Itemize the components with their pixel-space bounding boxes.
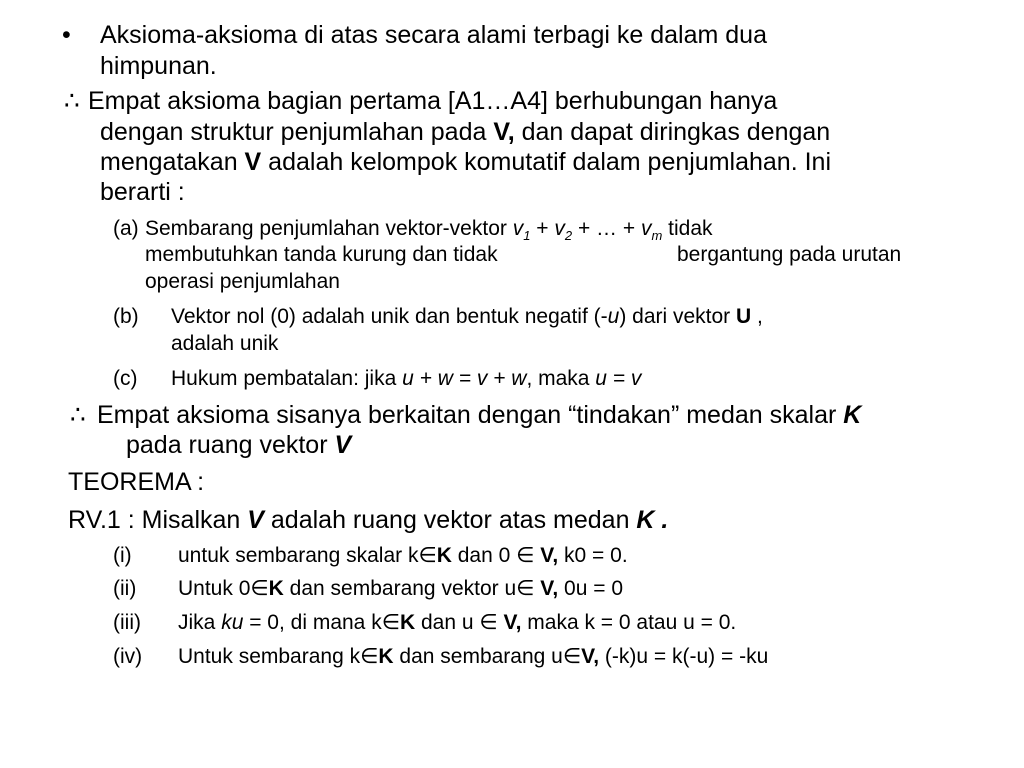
- text: k0 = 0.: [558, 544, 628, 567]
- bullet1-line1: Aksioma-aksioma di atas secara alami terbagi ke dalam dua: [100, 21, 767, 49]
- text: (-k)u = k(-u) = -ku: [599, 645, 769, 668]
- text: adalah kelompok komutatif dalam penjumlahan. Ini: [261, 148, 832, 176]
- text: , maka: [526, 367, 596, 390]
- theorem-rv1: [68, 508, 668, 533]
- item-b-label: (b): [113, 305, 139, 328]
- text: Empat aksioma sisanya berkaitan dengan “tindakan” medan skalar: [97, 401, 844, 429]
- text-italic: ku: [221, 611, 244, 634]
- vector-v1: $v_1$: [512, 217, 531, 244]
- text: ) dari vektor: [619, 305, 737, 328]
- theorem-item-ii: [178, 578, 623, 599]
- theorem-item-label: (i): [113, 544, 132, 567]
- item-b-line1: [171, 306, 763, 327]
- text: dan u ∈: [415, 611, 504, 634]
- text-bold: V,: [581, 645, 600, 668]
- para1-line2: [100, 120, 830, 145]
- item-a-line1: [145, 218, 713, 242]
- text-bold: V: [244, 148, 262, 176]
- text: RV.1 : Misalkan: [68, 506, 248, 534]
- para1-line1: Empat aksioma bagian pertama [A1…A4] berhubungan hanya: [88, 87, 778, 115]
- text-bold-italic: K .: [636, 506, 669, 534]
- item-a-line3: operasi penjumlahan: [145, 270, 340, 293]
- para2-line2: [126, 433, 351, 458]
- text: tidak: [662, 217, 713, 240]
- vector-v2: $v_2$: [554, 217, 573, 244]
- theorem-item-iii: [178, 612, 736, 633]
- para1-line4: berarti :: [100, 178, 185, 206]
- text-bold: V,: [503, 611, 522, 634]
- text: 0u = 0: [558, 577, 624, 600]
- item-b-line2: adalah unik: [171, 332, 279, 355]
- item-c-label: (c): [113, 367, 138, 390]
- text: untuk sembarang skalar k∈: [178, 544, 437, 567]
- bullet-marker: •: [62, 21, 71, 49]
- text-bold: K: [400, 611, 416, 634]
- text: Sembarang penjumlahan vektor-vektor: [145, 217, 513, 240]
- text: Untuk 0∈: [178, 577, 269, 600]
- para1-line3: [100, 150, 831, 175]
- theorem-item-label: (iii): [113, 611, 141, 634]
- para2-line1: [97, 403, 861, 428]
- text-bold: U: [736, 305, 752, 328]
- text-bold: V,: [493, 118, 515, 146]
- text: + … +: [572, 217, 641, 240]
- item-a-label: (a): [113, 217, 139, 240]
- item-a-line2a: membutuhkan tanda kurung dan tidak: [145, 243, 498, 266]
- theorem-item-label: (iv): [113, 645, 143, 668]
- text-bold: V,: [540, 577, 559, 600]
- text: dan sembarang vektor u∈: [283, 577, 541, 600]
- text: dan dapat diringkas dengan: [514, 118, 831, 146]
- text: adalah ruang vektor atas medan: [263, 506, 637, 534]
- text: maka k = 0 atau u = 0.: [521, 611, 737, 634]
- text: Jika: [178, 611, 222, 634]
- text-italic: u + w = v + w: [402, 367, 527, 390]
- text-bold-italic: V: [334, 431, 352, 459]
- text: Hukum pembatalan: jika: [171, 367, 403, 390]
- text-italic: u = v: [595, 367, 642, 390]
- text: mengatakan: [100, 148, 245, 176]
- theorem-heading: TEOREMA :: [68, 468, 205, 496]
- text: = 0, di mana k∈: [243, 611, 400, 634]
- item-c-line1: [171, 368, 641, 389]
- text-bold: K: [436, 544, 452, 567]
- text: dengan struktur penjumlahan pada: [100, 118, 494, 146]
- text: dan 0 ∈: [451, 544, 541, 567]
- theorem-item-i: [178, 545, 628, 566]
- text: Vektor nol (0) adalah unik dan bentuk negatif (-: [171, 305, 608, 328]
- text: dan sembarang u∈: [393, 645, 582, 668]
- text: pada ruang vektor: [126, 431, 335, 459]
- text-bold-italic: K: [843, 401, 862, 429]
- theorem-item-label: (ii): [113, 577, 137, 600]
- vector-vm: $v_m$: [640, 217, 663, 244]
- theorem-item-iv: [178, 646, 768, 667]
- therefore-symbol: ∴: [64, 87, 80, 115]
- text-bold-italic: V: [247, 506, 264, 534]
- text: +: [530, 217, 555, 240]
- therefore-symbol: ∴: [70, 401, 86, 429]
- text-italic: u: [607, 305, 620, 328]
- text-bold: V,: [540, 544, 559, 567]
- item-a-line2b: bergantung pada urutan: [677, 243, 902, 266]
- text-bold: K: [378, 645, 394, 668]
- text: ,: [751, 305, 763, 328]
- text: Untuk sembarang k∈: [178, 645, 379, 668]
- text-bold: K: [268, 577, 284, 600]
- bullet1-line2: himpunan.: [100, 52, 217, 80]
